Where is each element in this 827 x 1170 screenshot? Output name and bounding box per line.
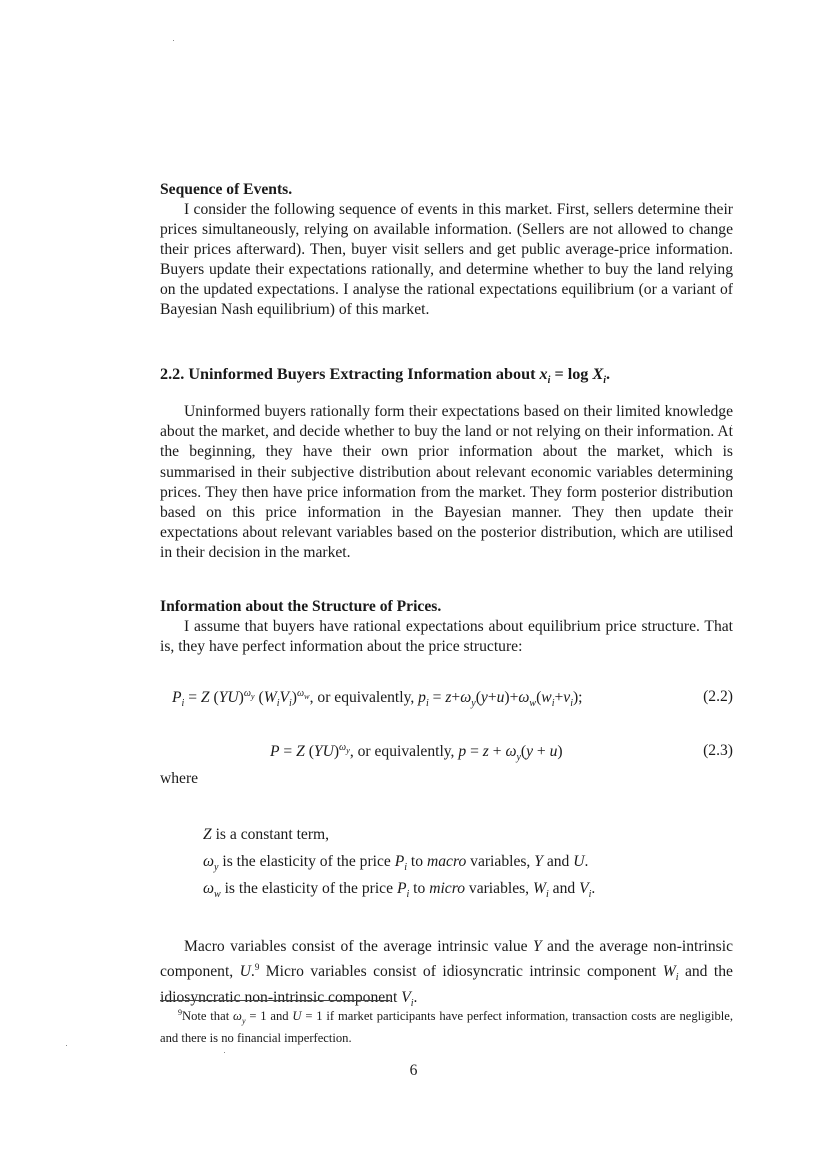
definition-z-text: is a constant term, bbox=[211, 826, 330, 843]
definition-text: to bbox=[409, 880, 430, 897]
equation-2-3-formula: P = Z (YU)$^{\omega_y}$, or equivalently, $p = z + \omega_y(y + u)$ bbox=[270, 742, 563, 764]
section-paragraph: Uninformed buyers rationally form their expectations based on their limited knowledge about the market, and decide whether to buy the land or not relying on their information. At the beginning, they have their own prior information about the market, which is summarised in their subjective distribution about relevant economic variables determining prices. They then have price information from the market. They form posterior distribution based on this price information in the Bayesian manner. They then update their expectations about relevant variables based on the posterior distribution, which are utilised in their decision in the market. bbox=[160, 403, 733, 561]
where-label: where bbox=[160, 770, 199, 787]
footnote-rule bbox=[160, 1000, 390, 1001]
equation-2-2-formula: $P_i = Z$ (YU)$^{\omega_y}$ $(W_iV_i)^{\omega_w}$, or equivalently, $p_i = z+\omega_y(y+u)+\omega_w(w_i+v_i)$; bbox=[172, 688, 583, 710]
sequence-heading: Sequence of Events. bbox=[160, 181, 293, 198]
definition-z: Z is a constant term, bbox=[203, 826, 330, 843]
micro-emphasis: micro bbox=[429, 880, 465, 897]
or-equivalently-text: , or equivalently, bbox=[309, 689, 415, 707]
paragraph-text: and the average non-intrinsic component, bbox=[160, 938, 733, 981]
paragraph-text: and the idiosyncratic non-intrinsic component bbox=[160, 963, 733, 1007]
price-structure-section bbox=[160, 597, 733, 657]
equation-2-3-number: (2.3) bbox=[703, 742, 733, 759]
footnote-text: if market participants have perfect information, transaction costs are negligible, and there is no financial imperfection. bbox=[160, 1009, 733, 1045]
definition-text: variables, bbox=[465, 880, 533, 897]
equation-2-2 bbox=[160, 688, 733, 712]
equation-2-2-number: (2.2) bbox=[703, 688, 733, 705]
sequence-of-events-section bbox=[160, 180, 733, 321]
section-heading: 2.2. Uninformed Buyers Extracting Information about $x_i = \log X_i$. bbox=[160, 365, 611, 387]
section-heading-text: 2.2. Uninformed Buyers Extracting Information about bbox=[160, 365, 540, 383]
scan-speck bbox=[173, 40, 174, 41]
macro-emphasis: macro bbox=[426, 853, 467, 870]
footnote-marker: 9 bbox=[178, 1008, 182, 1017]
footnote: $^9$Note that $\omega_y = 1$ and U = 1 if market participants have perfect information, transaction costs are negligible, and there is no financial imperfection. bbox=[160, 1008, 733, 1045]
definition-omega-y: $\omega_y$ is the elasticity of the price $P_i$ to macro variables, Y and U. bbox=[203, 853, 589, 874]
price-structure-heading: Information about the Structure of Prices. bbox=[160, 598, 442, 615]
page-number: 6 bbox=[409, 1062, 418, 1079]
section-2-2 bbox=[160, 364, 733, 563]
paragraph-text: Macro variables consist of the average intrinsic value bbox=[184, 938, 533, 955]
scan-speck bbox=[224, 1052, 225, 1053]
footnote-text: and bbox=[266, 1009, 293, 1024]
definition-text: is the elasticity of the price bbox=[218, 853, 395, 870]
equation-2-3 bbox=[160, 742, 733, 766]
sequence-paragraph: I consider the following sequence of events in this market. First, sellers determine their prices simultaneously, relying on available information. (Sellers are not allowed to change their prices afterward). Then, buyer visit sellers and get public average-price information. Buyers update their expectations rationally, and determine whether to buy the land relying on the updated expectations. I analyse the rational expectations equilibrium (or a variant of Bayesian Nash equilibrium) of this market. bbox=[160, 201, 733, 319]
definition-text: variables, bbox=[466, 853, 535, 870]
scan-speck bbox=[66, 1045, 67, 1046]
paragraph-text: Micro variables consist of idiosyncratic intrinsic component bbox=[259, 963, 663, 981]
price-structure-paragraph: I assume that buyers have rational expectations about equilibrium price structure. That is, they have perfect information about the price structure: bbox=[160, 618, 733, 656]
or-equivalently-text: , or equivalently, bbox=[349, 743, 455, 761]
definition-text: is the elasticity of the price bbox=[220, 880, 397, 897]
definition-omega-w: $\omega_w$ is the elasticity of the price $P_i$ to micro variables, $W_i$ and $V_i$. bbox=[203, 880, 596, 901]
macro-micro-paragraph: Macro variables consist of the average intrinsic value Y and the average non-intrinsic component, U.$^9$ Micro variables consist of idiosyncratic intrinsic component $W_i$ and the idiosyncratic non-intrinsic component $V_i$. bbox=[160, 938, 733, 1010]
footnote-text: Note that bbox=[182, 1009, 234, 1024]
definition-text: to bbox=[407, 853, 427, 870]
